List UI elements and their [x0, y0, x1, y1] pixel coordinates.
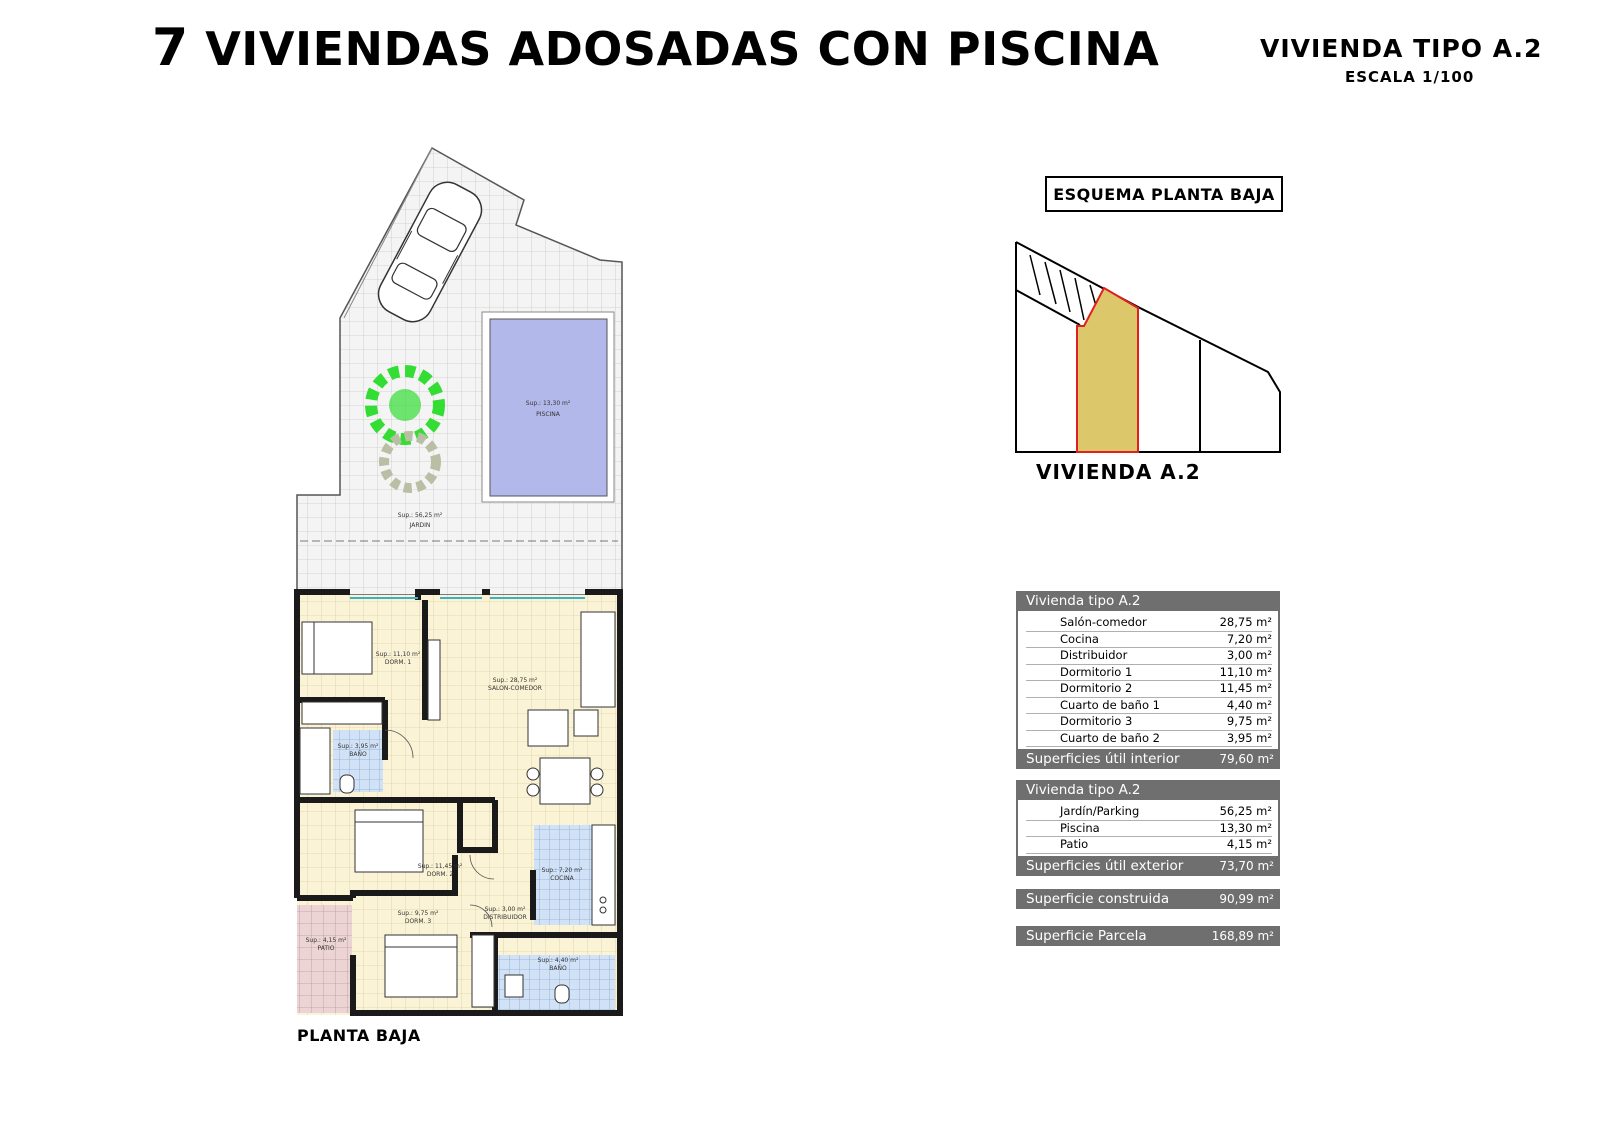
total-value: 73,70 m² — [1219, 858, 1274, 873]
interior-table-header: Vivienda tipo A.2 — [1016, 591, 1280, 611]
row-label: Salón-comedor — [1060, 615, 1147, 629]
built-area-row — [1016, 889, 1280, 909]
dorm-2-name: DORM. 2 — [426, 871, 454, 878]
side-table-icon — [574, 710, 598, 736]
project-number: 7 — [152, 18, 189, 78]
table-row — [1026, 615, 1272, 632]
plot-area-value: 168,89 m² — [1211, 929, 1274, 943]
row-value: 28,75 m² — [1219, 615, 1272, 629]
table-row — [1026, 665, 1272, 682]
kitchen-area: Sup.: 7,20 m² — [541, 867, 583, 874]
wardrobe-1 — [302, 702, 382, 724]
pool — [482, 312, 614, 502]
row-label: Dormitorio 1 — [1060, 664, 1133, 679]
bath-2-name: BAÑO — [549, 965, 567, 972]
bed-3-icon — [385, 935, 457, 997]
hall-name: DISTRIBUIDOR — [483, 914, 527, 921]
built-area-value: 90,99 m² — [1219, 892, 1274, 906]
hall-area: Sup.: 3,00 m² — [484, 906, 526, 913]
scheme-title: ESQUEMA PLANTA BAJA — [1045, 176, 1283, 212]
bath-1-name: BAÑO — [349, 751, 367, 758]
exterior-surface-table — [1016, 780, 1280, 876]
sink-2-icon — [505, 975, 523, 997]
row-label: Cuarto de baño 1 — [1060, 697, 1160, 712]
row-value: 4,15 m² — [1226, 837, 1272, 851]
dorm-3-name: DORM. 3 — [404, 918, 432, 925]
row-value: 11,45 m² — [1219, 681, 1272, 695]
plot-area-bar — [1016, 926, 1280, 946]
row-value: 3,95 m² — [1226, 730, 1272, 745]
toilet-1-icon — [340, 775, 354, 793]
exterior-table-body — [1016, 800, 1280, 856]
table-row — [1026, 681, 1272, 698]
kitchen-name: COCINA — [550, 875, 574, 882]
pool-area-label: Sup.: 13,30 m² — [525, 400, 571, 407]
patio-name: PATIO — [317, 945, 335, 952]
bath-2-area: Sup.: 4,40 m² — [537, 957, 579, 964]
table-row — [1026, 804, 1272, 821]
wardrobe-3 — [472, 935, 494, 1007]
row-label: Piscina — [1060, 820, 1100, 835]
row-label: Dormitorio 2 — [1060, 681, 1133, 695]
row-label: Dormitorio 3 — [1060, 714, 1133, 728]
row-value: 4,40 m² — [1226, 697, 1272, 712]
interior-table-body — [1016, 611, 1280, 749]
total-label: Superficies útil exterior — [1026, 857, 1184, 874]
bath-1-area: Sup.: 3,95 m² — [337, 743, 379, 750]
plot-area-row — [1016, 926, 1280, 946]
living-name: SALON-COMEDOR — [488, 685, 542, 692]
row-label: Jardín/Parking — [1060, 804, 1140, 818]
dorm-1-name: DORM. 1 — [384, 659, 412, 666]
bed-2-icon — [355, 810, 423, 872]
built-area-bar — [1016, 889, 1280, 909]
interior-total-row — [1016, 749, 1280, 769]
row-value: 11,10 m² — [1219, 664, 1272, 679]
plot-area-label: Superficie Parcela — [1026, 928, 1147, 944]
row-value: 7,20 m² — [1226, 631, 1272, 646]
dorm-1-area: Sup.: 11,10 m² — [375, 651, 421, 658]
dorm-3-area: Sup.: 9,75 m² — [397, 910, 439, 917]
table-row — [1026, 648, 1272, 665]
garden-area-label: Sup.: 56,25 m² — [397, 512, 443, 519]
built-area-label: Superficie construida — [1026, 891, 1170, 907]
sofa-icon — [581, 612, 615, 707]
living-area: Sup.: 28,75 m² — [492, 677, 538, 684]
toilet-2-icon — [555, 985, 569, 1003]
bed-1-icon — [302, 622, 372, 674]
table-row — [1026, 731, 1272, 748]
exterior-total-row — [1016, 856, 1280, 876]
table-row — [1026, 837, 1272, 854]
row-label: Distribuidor — [1060, 648, 1128, 662]
row-value: 9,75 m² — [1226, 714, 1272, 728]
table-row — [1026, 632, 1272, 649]
total-label: Superficies útil interior — [1026, 751, 1180, 767]
row-label: Patio — [1060, 837, 1089, 851]
scale-label: ESCALA 1/100 — [1345, 68, 1475, 86]
floor-label: PLANTA BAJA — [297, 1026, 421, 1045]
pool-name-label: PISCINA — [536, 411, 560, 418]
row-value: 3,00 m² — [1226, 648, 1272, 662]
scheme-unit-label: VIVIENDA A.2 — [1036, 460, 1201, 484]
unit-a2-highlight — [1077, 288, 1138, 452]
garden-name-label: JARDIN — [409, 522, 431, 529]
site-scheme — [1016, 242, 1280, 452]
table-row — [1026, 698, 1272, 715]
interior-surface-table — [1016, 591, 1280, 769]
unit-type-title: VIVIENDA TIPO A.2 — [1260, 34, 1543, 63]
row-value: 13,30 m² — [1219, 820, 1272, 835]
table-row — [1026, 714, 1272, 731]
exterior-table-header: Vivienda tipo A.2 — [1016, 780, 1280, 800]
project-title-text: VIVIENDAS ADOSADAS CON PISCINA — [205, 22, 1160, 76]
row-value: 56,25 m² — [1219, 804, 1272, 818]
table-row — [1026, 821, 1272, 838]
total-value: 79,60 m² — [1219, 752, 1274, 766]
patio-area: Sup.: 4,15 m² — [305, 937, 347, 944]
dorm-2-area: Sup.: 11,45 m² — [417, 863, 463, 870]
dining-table-icon — [540, 758, 590, 804]
row-label: Cuarto de baño 2 — [1060, 730, 1160, 745]
row-label: Cocina — [1060, 631, 1099, 646]
tv-unit — [428, 640, 440, 720]
patio-floor — [297, 905, 352, 1013]
armchair-icon — [528, 710, 568, 746]
shower-1-icon — [300, 728, 330, 794]
